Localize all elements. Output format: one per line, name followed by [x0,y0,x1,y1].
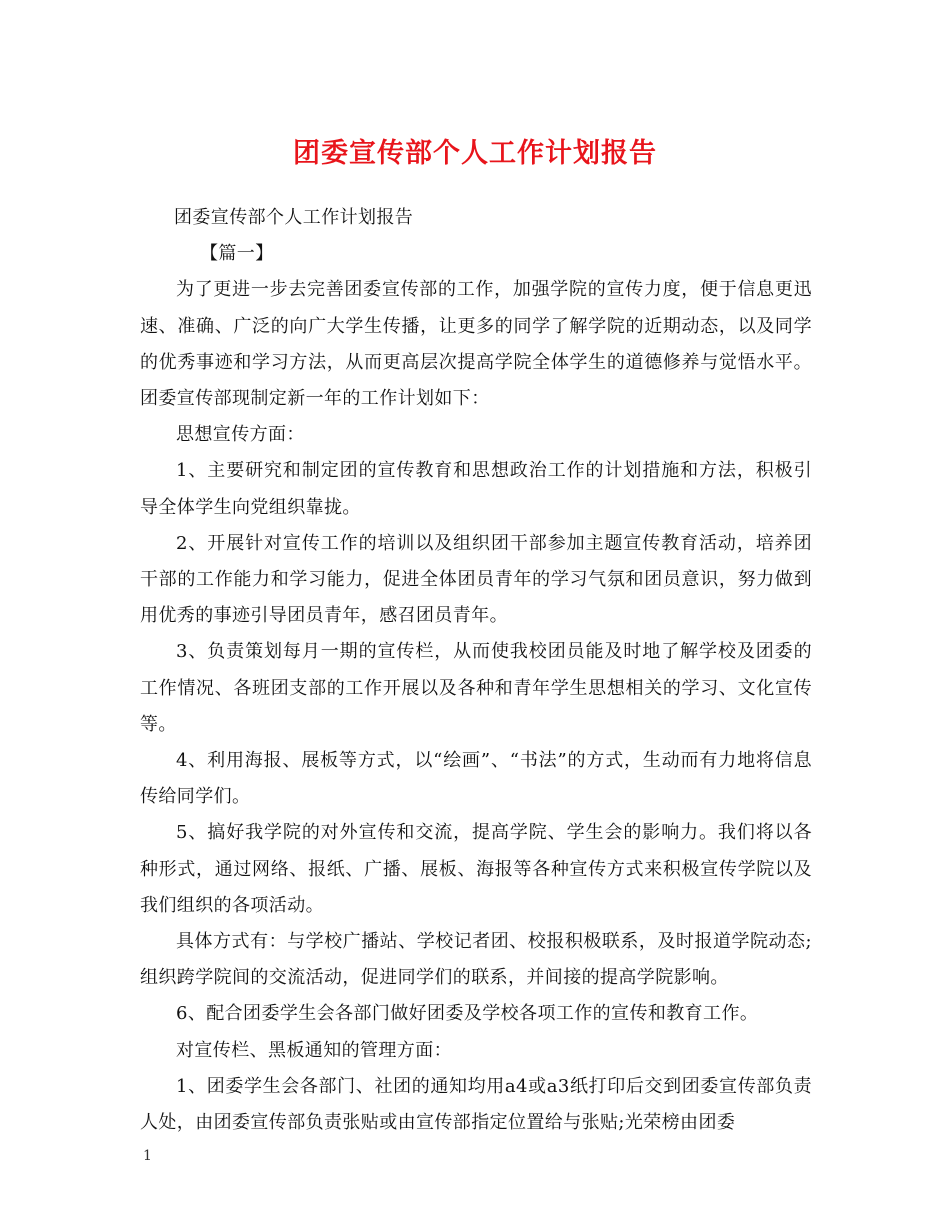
paragraph: 为了更进一步去完善团委宣传部的工作，加强学院的宣传力度，便于信息更迅速、准确、广泛的向广大学生传播，让更多的同学了解学院的近期动态，以及同学的优秀事迹和学习方法，从而更高层次提高学院全体学生的道德修养与觉悟水平。团委宣传部现制定新一年的工作计划如下： [140,279,812,410]
paragraph: 具体方式有：与学校广播站、学校记者团、校报积极联系，及时报道学院动态;组织跨学院间的交流活动，促进同学们的联系，并间接的提高学院影响。 [140,931,812,989]
document-body [140,200,812,1141]
paragraph: 1、团委学生会各部门、社团的通知均用a4或a3纸打印后交到团委宣传部负责人处，由团委宣传部负责张贴或由宣传部指定位置给与张贴;光荣榜由团委 [140,1075,812,1134]
page-number: 1 [143,1148,152,1164]
paragraph: 5、搞好我学院的对外宣传和交流，提高学院、学生会的影响力。我们将以各种形式，通过网络、报纸、广播、展板、海报等各种宣传方式来积极宣传学院以及我们组织的各项活动。 [140,822,812,916]
paragraph: 1、主要研究和制定团的宣传教育和思想政治工作的计划措施和方法，积极引导全体学生向党组织靠拢。 [140,460,812,518]
paragraph: 4、利用海报、展板等方式，以“绘画”、“书法”的方式，生动而有力地将信息传给同学们。 [140,750,812,808]
document-title: 团委宣传部个人工作计划报告 [293,138,657,169]
section-label: 【篇一】 [200,243,274,265]
document-subtitle: 团委宣传部个人工作计划报告 [174,207,414,228]
paragraph: 2、开展针对宣传工作的培训以及组织团干部参加主题宣传教育活动，培养团干部的工作能力和学习能力，促进全体团员青年的学习气氛和团员意识，努力做到用优秀的事迹引导团员青年，感召团员青年。 [140,532,812,627]
paragraph: 对宣传栏、黑板通知的管理方面： [176,1039,452,1061]
paragraph: 3、负责策划每月一期的宣传栏，从而使我校团员能及时地了解学校及团委的工作情况、各班团支部的工作开展以及各种和青年学生思想相关的学习、文化宣传等。 [140,641,812,735]
paragraph: 思想宣传方面： [176,424,305,446]
paragraph: 6、配合团委学生会各部门做好团委及学校各项工作的宣传和教育工作。 [176,1003,759,1025]
